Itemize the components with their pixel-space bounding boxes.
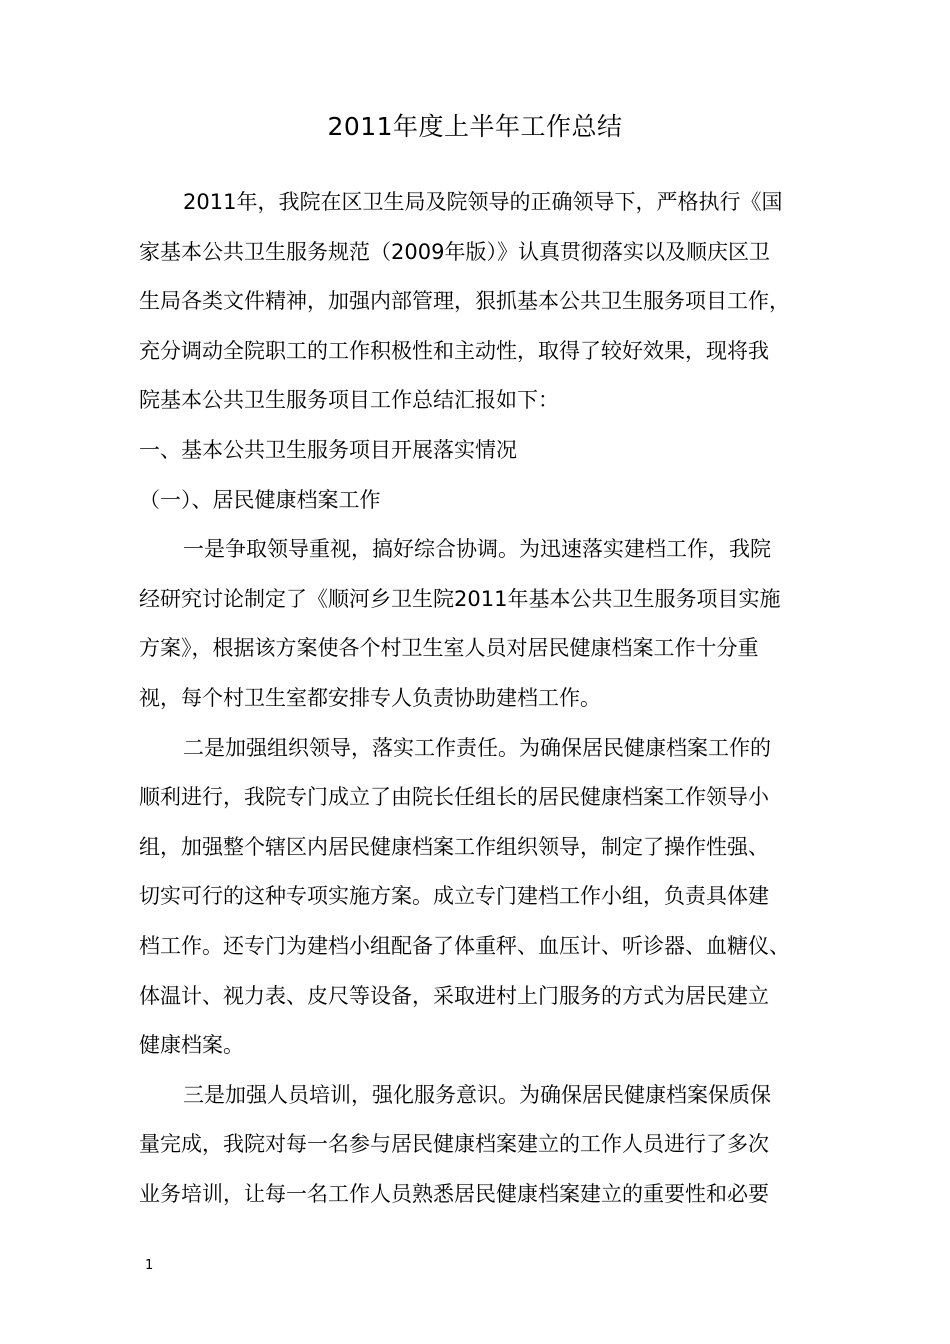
paragraph-line: 充分调动全院职工的工作积极性和主动性，取得了较好效果，现将我 <box>139 338 769 363</box>
paragraph-line: 三是加强人员培训，强化服务意识。为确保居民健康档案保质保 <box>183 1082 771 1107</box>
paragraph-line: 2011年，我院在区卫生局及院领导的正确领导下，严格执行《国 <box>183 190 783 214</box>
paragraph-line: 健康档案。 <box>139 1033 244 1058</box>
paragraph-line: 一是争取领导重视，搞好综合协调。为迅速落实建档工作，我院 <box>183 537 771 562</box>
document-title: 2011年度上半年工作总结 <box>327 112 623 141</box>
document-body <box>139 178 829 1219</box>
paragraph-line: 经研究讨论制定了《顺河乡卫生院2011年基本公共卫生服务项目实施 <box>139 586 781 611</box>
paragraph-line: 组，加强整个辖区内居民健康档案工作组织领导，制定了操作性强、 <box>139 834 769 859</box>
paragraph-line: 量完成，我院对每一名参与居民健康档案建立的工作人员进行了多次 <box>139 1132 769 1157</box>
paragraph-line: 家基本公共卫生服务规范（2009年版）》认真贯彻落实以及顺庆区卫 <box>139 239 770 264</box>
paragraph-line: 院基本公共卫生服务项目工作总结汇报如下： <box>139 388 559 413</box>
page-number: 1 <box>145 1258 154 1273</box>
section-heading: 一、基本公共卫生服务项目开展落实情况 <box>139 437 517 462</box>
paragraph-line: 切实可行的这种专项实施方案。成立专门建档工作小组，负责具体建 <box>139 884 769 909</box>
paragraph-line: 生局各类文件精神，加强内部管理，狠抓基本公共卫生服务项目工作， <box>139 289 790 314</box>
paragraph-line: 顺利进行，我院专门成立了由院长任组长的居民健康档案工作领导小 <box>139 785 769 810</box>
paragraph-line: 业务培训，让每一名工作人员熟悉居民健康档案建立的重要性和必要 <box>139 1181 769 1206</box>
paragraph-line: 视，每个村卫生室都安排专人负责协助建档工作。 <box>139 685 601 710</box>
paragraph-line: 档工作。还专门为建档小组配备了体重秤、血压计、听诊器、血糖仪、 <box>139 933 790 958</box>
subsection-heading: （一）、居民健康档案工作 <box>139 487 381 512</box>
paragraph-line: 方案》，根据该方案使各个村卫生室人员对居民健康档案工作十分重 <box>139 636 759 661</box>
paragraph-line: 二是加强组织领导，落实工作责任。为确保居民健康档案工作的 <box>183 735 771 760</box>
paragraph-line: 体温计、视力表、皮尺等设备，采取进村上门服务的方式为居民建立 <box>139 983 769 1008</box>
